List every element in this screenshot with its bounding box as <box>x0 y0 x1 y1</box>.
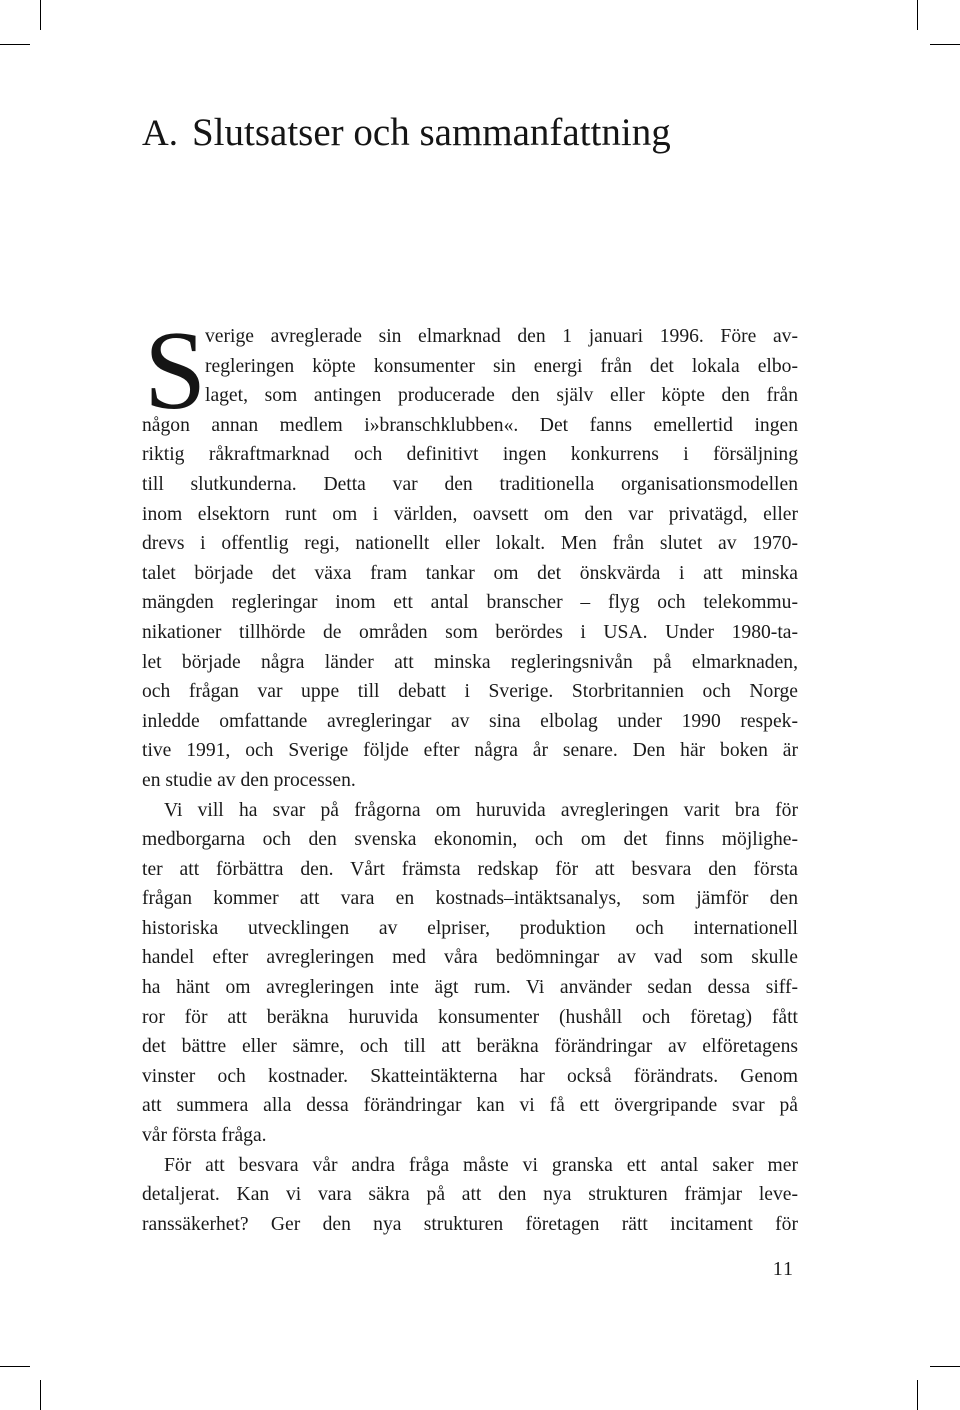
text-line: inom elsektorn runt om i världen, oavsett om den var privatägd, eller <box>142 503 798 525</box>
text-line: att summera alla dessa förändringar kan vi få ett övergripande svar på <box>142 1095 798 1117</box>
text-line: ror för att beräkna huruvida konsumenter (hushåll och företag) fått <box>142 1006 798 1028</box>
text-line: en studie av den processen. <box>142 769 356 791</box>
text-line: till slutkunderna. Detta var den traditionella organisationsmodellen <box>142 473 798 495</box>
crop-mark-right-top <box>930 44 960 45</box>
text-line: historiska utvecklingen av elpriser, produktion och internationell <box>142 917 798 939</box>
text-line: vinster och kostnader. Skatteintäkterna har också förändrats. Genom <box>142 1065 798 1087</box>
text-line: drevs i offentlig regi, nationellt eller lokalt. Men från slutet av 1970- <box>142 533 798 555</box>
text-line: och frågan var uppe till debatt i Sverige. Storbritannien och Norge <box>142 681 798 703</box>
chapter-heading <box>142 108 671 159</box>
crop-mark-bottom-right <box>917 1380 918 1410</box>
text-line: talet började det växa fram tankar om det önskvärda i att minska <box>142 562 798 584</box>
text-line: nikationer tillhörde de områden som berördes i USA. Under 1980-ta- <box>142 621 798 643</box>
text-line: Vi vill ha svar på frågorna om huruvida avregleringen varit bra för <box>164 799 798 821</box>
text-line: let började några länder att minska regleringsnivån på elmarknaden, <box>142 651 798 673</box>
crop-mark-left-top <box>0 44 30 45</box>
text-line: ranssäkerhet? Ger den nya strukturen företagen rätt incitament för <box>142 1213 798 1235</box>
text-line: någon annan medlem i»branschklubben«. Det fanns emellertid ingen <box>142 414 798 436</box>
text-line: riktig råkraftmarknad och definitivt ingen konkurrens i försäljning <box>142 444 798 466</box>
text-line: För att besvara vår andra fråga måste vi granska ett antal saker mer <box>164 1154 798 1176</box>
text-line: medborgarna och den svenska ekonomin, och om det finns möjlighe- <box>142 829 798 851</box>
text-line: tive 1991, och Sverige följde efter några år senare. Den här boken är <box>142 740 798 762</box>
text-line: mängden regleringar inom ett antal branscher – flyg och telekommu- <box>142 592 798 614</box>
body-text <box>142 309 798 1239</box>
crop-mark-right-bottom <box>930 1366 960 1367</box>
chapter-number: A. <box>142 113 178 154</box>
text-line: handel efter avregleringen med våra bedömningar av vad som skulle <box>142 947 798 969</box>
text-line: verige avreglerade sin elmarknad den 1 januari 1996. Före av- <box>205 326 798 347</box>
crop-mark-bottom-left <box>40 1380 41 1410</box>
text-line: ha hänt om avregleringen inte ägt rum. Vi använder sedan dessa siff- <box>142 977 798 999</box>
drop-cap: S <box>144 309 207 433</box>
text-line: frågan kommer att vara en kostnads–intäktsanalys, som jämför den <box>142 888 798 910</box>
crop-mark-top-left <box>40 0 41 30</box>
crop-mark-left-bottom <box>0 1366 30 1367</box>
crop-mark-top-right <box>917 0 918 30</box>
text-line: ter att förbättra den. Vårt främsta redskap för att besvara den första <box>142 858 798 880</box>
text-line: laget, som antingen producerade den själv eller köpte den från <box>205 385 798 407</box>
text-line: inledde omfattande avregleringar av sina elbolag under 1990 respek- <box>142 710 798 732</box>
page-number: 11 <box>772 1258 794 1280</box>
text-line: detaljerat. Kan vi vara säkra på att den nya strukturen främjar leve- <box>142 1184 798 1206</box>
chapter-title: Slutsatser och sammanfattning <box>191 111 671 154</box>
text-line: vår första fråga. <box>142 1125 267 1147</box>
text-line: det bättre eller sämre, och till att beräkna förändringar av elföretagens <box>142 1036 798 1058</box>
text-line: regleringen köpte konsumenter sin energi från det lokala elbo- <box>205 355 798 377</box>
